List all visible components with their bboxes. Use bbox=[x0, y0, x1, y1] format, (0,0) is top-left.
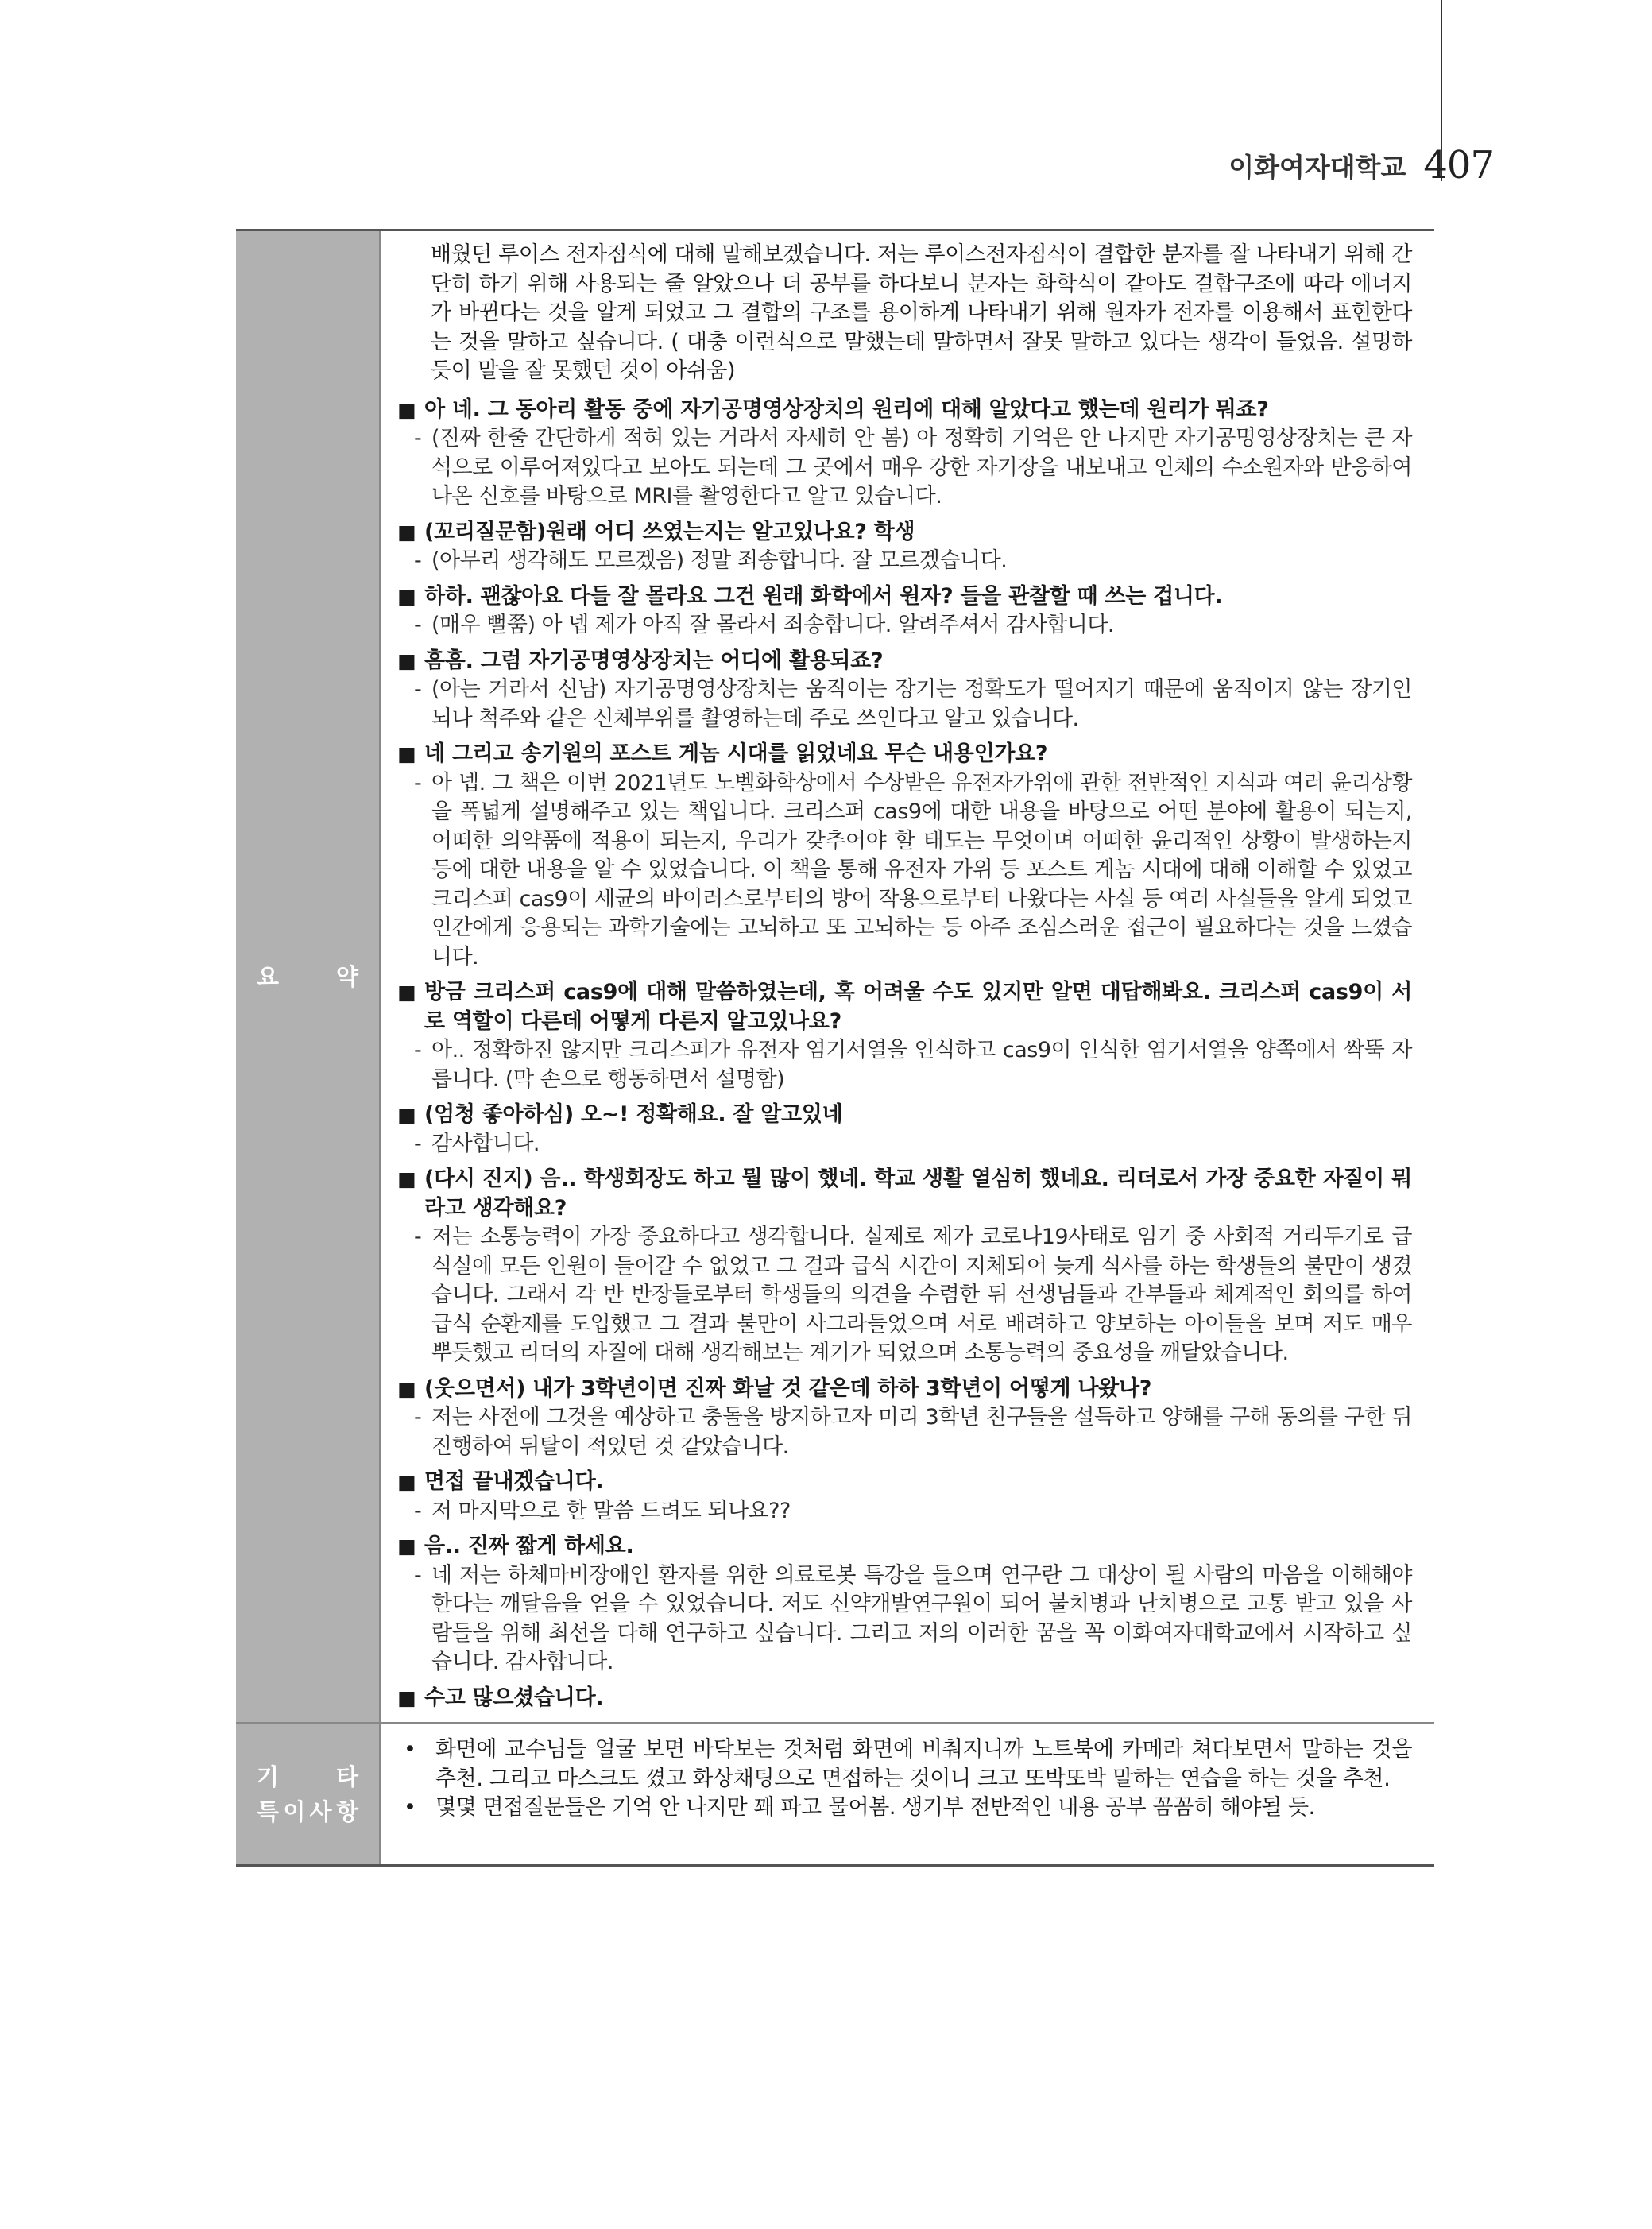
question-item bbox=[381, 582, 1420, 612]
dash-marker: - bbox=[414, 677, 422, 702]
answer-item bbox=[381, 1497, 1420, 1527]
answer-item bbox=[381, 675, 1420, 733]
question-item bbox=[381, 740, 1420, 769]
question-text: 하하. 괜찮아요 다들 잘 몰라요 그건 원래 화학에서 원자? 들을 관찰할 때 쓰는 겁니다. bbox=[424, 583, 1223, 609]
question-text: 수고 많으셨습니다. bbox=[424, 1685, 604, 1710]
answer-text: 저 마지막으로 한 말씀 드려도 되나요?? bbox=[431, 1498, 791, 1523]
question-item bbox=[381, 1468, 1420, 1497]
round-bullet-icon: • bbox=[404, 1737, 416, 1762]
etc-label-char-1: 기 bbox=[257, 1763, 280, 1790]
question-text: 네 그리고 송기원의 포스트 게놈 시대를 읽었네요 무슨 내용인가요? bbox=[424, 741, 1048, 766]
summary-label-char-1: 요 bbox=[257, 963, 280, 990]
answer-item bbox=[381, 1036, 1420, 1094]
qa-list bbox=[381, 396, 1420, 1713]
question-item bbox=[381, 518, 1420, 548]
answer-text: 저는 사전에 그것을 예상하고 충돌을 방지하고자 미리 3학년 친구들을 설득하고 양해를 구해 동의를 구한 뒤 진행하여 뒤탈이 적었던 것 같았습니다. bbox=[431, 1405, 1412, 1459]
question-text: 음.. 진짜 짧게 하세요. bbox=[424, 1534, 634, 1558]
answer-item bbox=[381, 1403, 1420, 1461]
answer-text: (진짜 한줄 간단하게 적혀 있는 거라서 자세히 안 봄) 아 정확히 기억은 안 나지만 자기공명영상장치는 큰 자석으로 이루어져있다고 보아도 되는데 그 곳에서 매우 강한 자기장을 내보내고 인체의 수소원자와 반응하여 나온 신호를 바탕으로 MRI를 촬영한다고 알고 있습니다. bbox=[431, 426, 1412, 509]
running-header-school: 이화여자대학교 bbox=[1228, 151, 1406, 183]
answer-text: (아무리 생각해도 모르겠음) 정말 죄송합니다. 잘 모르겠습니다. bbox=[431, 548, 1008, 573]
answer-text: 감사합니다. bbox=[431, 1131, 540, 1156]
page-header bbox=[1228, 140, 1494, 191]
answer-item bbox=[381, 1223, 1420, 1368]
summary-row bbox=[236, 231, 1434, 1722]
summary-content bbox=[381, 231, 1434, 1722]
square-bullet-icon: ■ bbox=[397, 742, 416, 765]
etc-row bbox=[236, 1722, 1434, 1864]
square-bullet-icon: ■ bbox=[397, 648, 416, 672]
answer-text: 저는 소통능력이 가장 중요하다고 생각합니다. 실제로 제가 코로나19사태로 임기 중 사회적 거리두기로 급식실에 모든 인원이 들어갈 수 없었고 그 결과 급식 시간이 지체되어 늦게 식사를 하는 학생들의 불만이 생겼습니다. 그래서 각 반 반장들로부터 학생들의 의견을 수렴한 뒤 선생님들과 간부들과 체계적인 회의를 하여 급식 순환제를 도입했고 그 결과 불만이 사그라들었으며 서로 배려하고 양보하는 아이들을 보며 저도 매우 뿌듯했고 리더의 자질에 대해 생각해보는 계기가 되었으며 소통능력의 중요성을 깨달았습니다. bbox=[431, 1225, 1412, 1365]
etc-label-char-2: 타 bbox=[335, 1763, 358, 1790]
etc-content bbox=[381, 1724, 1434, 1864]
page-number: 407 bbox=[1423, 143, 1494, 188]
answer-item bbox=[381, 769, 1420, 973]
summary-label-char-2: 약 bbox=[335, 963, 358, 990]
note-bullet-item bbox=[381, 1736, 1420, 1794]
answer-text: 네 저는 하체마비장애인 환자를 위한 의료로봇 특강을 들으며 연구란 그 대상이 될 사람의 마음을 이해해야 한다는 깨달음을 얻을 수 있었습니다. 저도 신약개발연구원이 되어 불치병과 난치병으로 고통 받고 있을 사람들을 위해 최선을 다해 연구하고 싶습니다. 그리고 저의 이러한 꿈을 꼭 이화여자대학교에서 시작하고 싶습니다. 감사합니다. bbox=[431, 1562, 1412, 1674]
question-item bbox=[381, 1532, 1420, 1561]
answer-text: (매우 뻘쭘) 아 넵 제가 아직 잘 몰라서 죄송합니다. 알려주셔서 감사합니다. bbox=[431, 613, 1114, 637]
square-bullet-icon: ■ bbox=[397, 520, 416, 544]
question-item bbox=[381, 647, 1420, 676]
bullet-list bbox=[381, 1736, 1420, 1823]
dash-marker: - bbox=[414, 1038, 422, 1062]
answer-item bbox=[381, 1561, 1420, 1678]
note-text: 몇몇 면접질문들은 기억 안 나지만 꽤 파고 물어봄. 생기부 전반적인 내용 공부 꼼꼼히 해야될 듯. bbox=[435, 1795, 1315, 1820]
answer-text: 아.. 정확하진 않지만 크리스퍼가 유전자 염기서열을 인식하고 cas9이 인식한 염기서열을 양쪽에서 싹뚝 자릅니다. (막 손으로 행동하면서 설명함) bbox=[431, 1038, 1412, 1092]
question-item bbox=[381, 1375, 1420, 1404]
interview-table bbox=[236, 229, 1434, 1867]
etc-label-cell bbox=[236, 1724, 381, 1864]
question-text: 흠흠. 그럼 자기공명영상장치는 어디에 활용되죠? bbox=[424, 648, 884, 673]
question-item bbox=[381, 1684, 1420, 1713]
etc-label-char: 사 bbox=[309, 1798, 332, 1825]
dash-marker: - bbox=[414, 613, 422, 637]
note-text: 화면에 교수님들 얼굴 보면 바닥보는 것처럼 화면에 비춰지니까 노트북에 카메라 쳐다보면서 말하는 것을 추천. 그리고 마스크도 꼈고 화상채팅으로 면접하는 것이니 크고 또박또박 말하는 연습을 하는 것을 추천. bbox=[435, 1737, 1412, 1791]
dash-marker: - bbox=[414, 426, 422, 451]
etc-label-char: 이 bbox=[283, 1798, 306, 1825]
question-text: (다시 진지) 음.. 학생회장도 하고 뭘 많이 했네. 학교 생활 열심히 했네요. 리더로서 가장 중요한 자질이 뭐라고 생각해요? bbox=[424, 1167, 1412, 1221]
square-bullet-icon: ■ bbox=[397, 584, 416, 608]
question-text: (웃으면서) 내가 3학년이면 진짜 화날 것 같은데 하하 3학년이 어떻게 나왔나? bbox=[424, 1376, 1152, 1401]
dash-marker: - bbox=[414, 548, 422, 573]
question-item bbox=[381, 978, 1420, 1036]
question-item bbox=[381, 1165, 1420, 1223]
dash-marker: - bbox=[414, 1562, 422, 1588]
etc-label-char: 항 bbox=[335, 1798, 358, 1825]
square-bullet-icon: ■ bbox=[397, 1470, 416, 1493]
square-bullet-icon: ■ bbox=[397, 1167, 416, 1190]
square-bullet-icon: ■ bbox=[397, 1685, 416, 1709]
round-bullet-icon: • bbox=[404, 1795, 416, 1820]
answer-item bbox=[381, 611, 1420, 640]
etc-label-char: 특 bbox=[257, 1798, 280, 1825]
summary-label-cell bbox=[236, 231, 381, 1722]
answer-item bbox=[381, 1130, 1420, 1159]
dash-marker: - bbox=[414, 1498, 422, 1523]
etc-label-line-2 bbox=[236, 1794, 379, 1829]
question-item bbox=[381, 396, 1420, 425]
dash-marker: - bbox=[414, 1131, 422, 1156]
square-bullet-icon: ■ bbox=[397, 1376, 416, 1400]
square-bullet-icon: ■ bbox=[397, 1103, 416, 1126]
dash-marker: - bbox=[414, 1225, 422, 1249]
question-text: (꼬리질문함)원래 어디 쓰였는지는 알고있나요? 학생 bbox=[424, 519, 915, 544]
dash-marker: - bbox=[414, 770, 422, 795]
square-bullet-icon: ■ bbox=[397, 1534, 416, 1558]
question-item bbox=[381, 1101, 1420, 1130]
question-text: 아 네. 그 동아리 활동 중에 자기공명영상장치의 원리에 대해 알았다고 했는데 원리가 뭐죠? bbox=[424, 397, 1269, 422]
answer-item bbox=[381, 424, 1420, 512]
answer-text: (아는 거라서 신남) 자기공명영상장치는 움직이는 장기는 정확도가 떨어지기 때문에 움직이지 않는 장기인 뇌나 척주와 같은 신체부위를 촬영하는데 주로 쓰인다고 알고 있습니다. bbox=[431, 677, 1412, 731]
note-bullet-item bbox=[381, 1794, 1420, 1823]
square-bullet-icon: ■ bbox=[397, 397, 416, 421]
question-text: 면접 끝내겠습니다. bbox=[424, 1469, 604, 1494]
question-text: (엄청 좋아하심) 오~! 정확해요. 잘 알고있네 bbox=[424, 1102, 843, 1127]
intro-paragraph: 배웠던 루이스 전자점식에 대해 말해보겠습니다. 저는 루이스전자점식이 결합한 분자를 잘 나타내기 위해 간단히 하기 위해 사용되는 줄 알았으나 더 공부를 하다보니 분자는 화학식이 같아도 결합구조에 따라 에너지가 바뀐다는 것을 알게 되었고 그 결합의 구조를 용이하게 나타내기 위해 원자가 전자를 이용해서 표현한다는 것을 말하고 싶습니다. ( 대충 이런식으로 말했는데 말하면서 잘못 말하고 있다는 생각이 들었음. 설명하듯이 말을 잘 못했던 것이 아쉬움) bbox=[431, 242, 1412, 383]
square-bullet-icon: ■ bbox=[397, 981, 416, 1004]
dash-marker: - bbox=[414, 1405, 422, 1430]
answer-text: 아 넵. 그 책은 이번 2021년도 노벨화학상에서 수상받은 유전자가위에 관한 전반적인 지식과 여러 윤리상황을 폭넓게 설명해주고 있는 책입니다. 크리스퍼 cas9에 대한 내용을 바탕으로 어떤 분야에 활용이 되는지, 어떠한 의약품에 적용이 되는지, 우리가 갖추어야 할 태도는 무엇이며 어떠한 윤리적인 상황이 발생하는지 등에 대한 내용을 알 수 있었습니다. 이 책을 통해 유전자 가위 등 포스트 게놈 시대에 대해 이해할 수 있었고 크리스퍼 cas9이 세균의 바이러스로부터의 방어 작용으로부터 나왔다는 사실 등 여러 사실들을 알게 되었고 인간에게 응용되는 과학기술에는 고뇌하고 또 고뇌하는 등 아주 조심스러운 접근이 필요하다는 것을 느꼈습니다. bbox=[431, 770, 1412, 969]
question-text: 방금 크리스퍼 cas9에 대해 말씀하였는데, 혹 어려울 수도 있지만 알면 대답해봐요. 크리스퍼 cas9이 서로 역할이 다른데 어떻게 다른지 알고있나요? bbox=[424, 980, 1412, 1034]
answer-item bbox=[381, 547, 1420, 576]
